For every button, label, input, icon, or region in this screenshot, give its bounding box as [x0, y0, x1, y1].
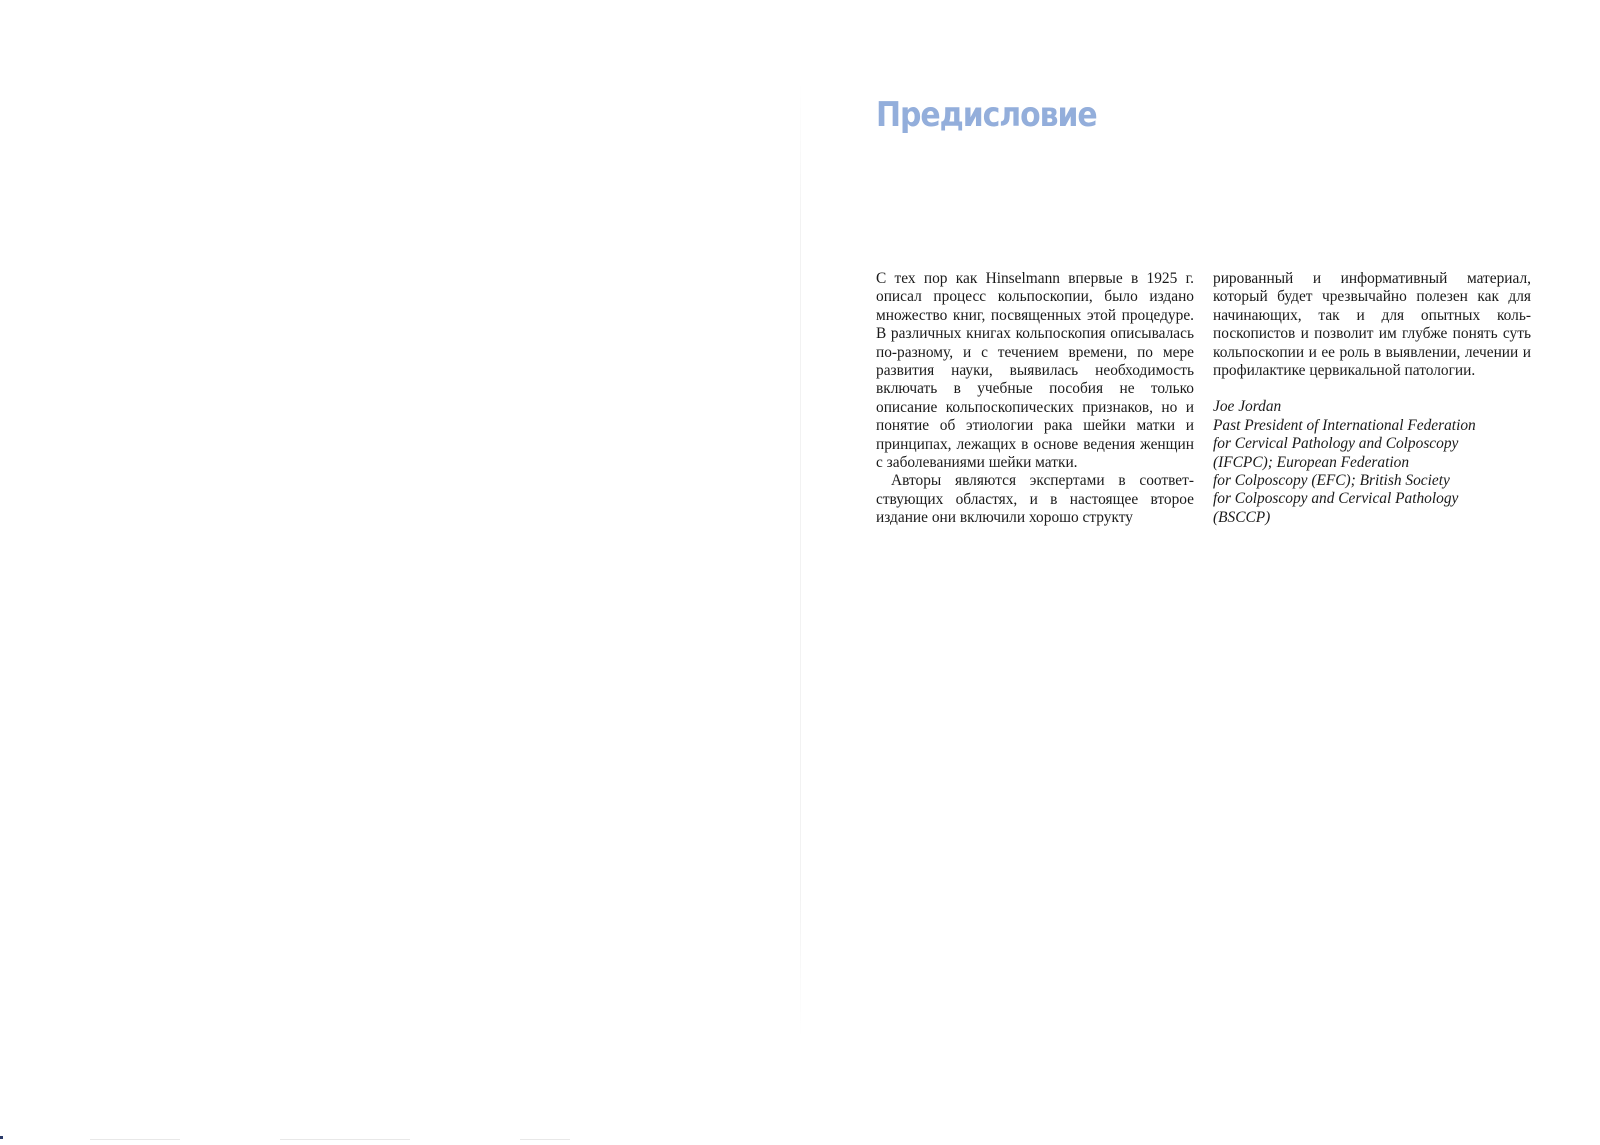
body-paragraph: рированный и информативный материал, который будет чрезвычайно полезен как для начинающих, так и для опытных кольпоскопистов и позволит им глубже понять суть кольпоскопии и ее роль в выявлении, лечении и профилактике цервикальной патологии. [1213, 270, 1531, 380]
page-title: Предисловие [876, 95, 1097, 135]
author-affiliation-line: for Colposcopy and Cervical Pathology [1213, 490, 1459, 508]
author-affiliation-line: (IFCPC); European Federation [1213, 453, 1410, 471]
scan-edge-line [280, 1139, 410, 1140]
scan-edge-line [520, 1139, 570, 1140]
text-column-left [876, 270, 1194, 528]
right-page [801, 0, 1600, 1145]
body-paragraph: С тех пор как Hinselmann впервые в 1925 г. описал процесс кольпоскопии, было издано множество книг, посвященных этой процедуре. В различных книгах кольпоскопия описывалась по-разному, и с течением времени, по мере развития науки, выявилась необходимость включать в учебные пособия не только описание кольпоскопических признаков, но и понятие об этиологии рака шейки матки и принципах, лежащих в основе ведения женщин с заболеваниями шейки матки. [876, 270, 1194, 472]
text-column-right [1213, 270, 1531, 527]
author-name: Joe Jordan [1213, 398, 1282, 416]
scan-mark [0, 1136, 3, 1139]
body-paragraph: Авторы являются экспертами в соответствующих областях, и в настоящее второе издание они включили хорошо структу [876, 472, 1194, 527]
author-affiliation-line: for Cervical Pathology and Colposcopy [1213, 435, 1459, 453]
author-affiliation-line: Past President of International Federation [1213, 416, 1476, 434]
author-affiliation-line: (BSCCP) [1213, 508, 1271, 526]
author-signature [1213, 398, 1531, 527]
author-affiliation-line: for Colposcopy (EFC); British Society [1213, 472, 1450, 490]
scan-edge-line [90, 1139, 180, 1140]
